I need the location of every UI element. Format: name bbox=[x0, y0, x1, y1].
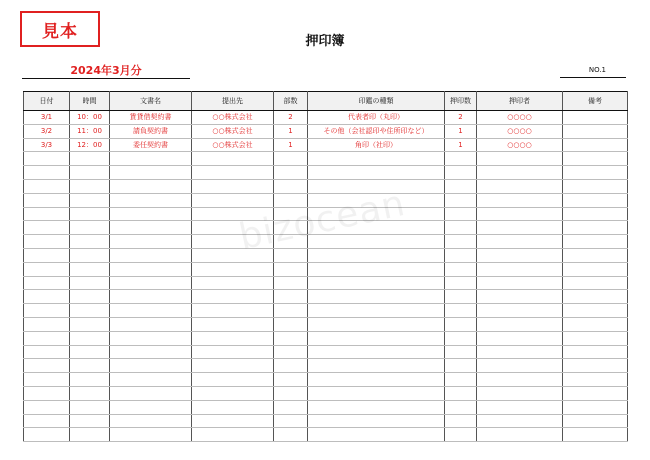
blank-row bbox=[24, 345, 628, 359]
blank-cell bbox=[70, 428, 110, 442]
header-date: 日付 bbox=[24, 92, 70, 111]
blank-cell bbox=[110, 317, 192, 331]
blank-cell bbox=[192, 276, 274, 290]
blank-row bbox=[24, 166, 628, 180]
blank-cell bbox=[563, 331, 628, 345]
blank-cell bbox=[308, 179, 445, 193]
blank-cell bbox=[70, 235, 110, 249]
blank-cell bbox=[24, 193, 70, 207]
page-title: 押印簿 bbox=[305, 34, 345, 49]
blank-cell bbox=[563, 193, 628, 207]
blank-cell bbox=[70, 166, 110, 180]
blank-cell bbox=[274, 317, 308, 331]
blank-cell bbox=[24, 345, 70, 359]
blank-cell bbox=[477, 414, 563, 428]
blank-cell bbox=[110, 400, 192, 414]
blank-cell bbox=[477, 235, 563, 249]
blank-cell bbox=[445, 276, 477, 290]
blank-cell bbox=[477, 373, 563, 387]
blank-cell bbox=[192, 248, 274, 262]
blank-cell bbox=[274, 331, 308, 345]
blank-cell bbox=[110, 331, 192, 345]
blank-cell bbox=[110, 179, 192, 193]
blank-cell bbox=[308, 359, 445, 373]
blank-cell bbox=[192, 331, 274, 345]
blank-cell bbox=[477, 179, 563, 193]
header-time: 時間 bbox=[70, 92, 110, 111]
blank-cell bbox=[192, 359, 274, 373]
blank-cell bbox=[24, 317, 70, 331]
blank-cell bbox=[308, 166, 445, 180]
blank-cell bbox=[477, 317, 563, 331]
blank-cell bbox=[308, 386, 445, 400]
table-row bbox=[24, 111, 628, 125]
blank-cell bbox=[445, 304, 477, 318]
cell-document: 委任契約書 bbox=[110, 138, 192, 152]
blank-cell bbox=[70, 193, 110, 207]
cell-date: 3/2 bbox=[24, 124, 70, 138]
blank-cell bbox=[24, 262, 70, 276]
blank-cell bbox=[70, 317, 110, 331]
blank-cell bbox=[110, 166, 192, 180]
blank-row bbox=[24, 290, 628, 304]
blank-cell bbox=[563, 373, 628, 387]
blank-cell bbox=[192, 400, 274, 414]
blank-cell bbox=[24, 248, 70, 262]
blank-cell bbox=[477, 331, 563, 345]
blank-cell bbox=[308, 235, 445, 249]
blank-cell bbox=[308, 152, 445, 166]
blank-cell bbox=[110, 304, 192, 318]
cell-document: 請負契約書 bbox=[110, 124, 192, 138]
blank-cell bbox=[274, 235, 308, 249]
blank-cell bbox=[563, 317, 628, 331]
blank-cell bbox=[274, 193, 308, 207]
blank-cell bbox=[563, 290, 628, 304]
blank-cell bbox=[192, 193, 274, 207]
blank-cell bbox=[24, 290, 70, 304]
blank-cell bbox=[24, 235, 70, 249]
cell-remarks bbox=[563, 111, 628, 125]
blank-cell bbox=[110, 152, 192, 166]
blank-cell bbox=[70, 400, 110, 414]
blank-cell bbox=[477, 386, 563, 400]
blank-cell bbox=[24, 221, 70, 235]
header-document: 文書名 bbox=[110, 92, 192, 111]
blank-cell bbox=[192, 428, 274, 442]
blank-cell bbox=[563, 414, 628, 428]
blank-cell bbox=[477, 207, 563, 221]
header-remarks: 備考 bbox=[563, 92, 628, 111]
blank-cell bbox=[477, 345, 563, 359]
blank-cell bbox=[308, 304, 445, 318]
blank-cell bbox=[308, 207, 445, 221]
blank-cell bbox=[445, 248, 477, 262]
blank-cell bbox=[445, 179, 477, 193]
blank-cell bbox=[477, 304, 563, 318]
cell-time: 12：00 bbox=[70, 138, 110, 152]
blank-row bbox=[24, 331, 628, 345]
blank-row bbox=[24, 235, 628, 249]
blank-cell bbox=[445, 152, 477, 166]
blank-cell bbox=[24, 166, 70, 180]
blank-cell bbox=[274, 428, 308, 442]
blank-cell bbox=[24, 386, 70, 400]
blank-cell bbox=[70, 179, 110, 193]
sheet-number: NO.1 bbox=[560, 66, 626, 78]
blank-cell bbox=[308, 193, 445, 207]
blank-cell bbox=[192, 317, 274, 331]
blank-cell bbox=[24, 400, 70, 414]
blank-cell bbox=[563, 276, 628, 290]
blank-row bbox=[24, 152, 628, 166]
blank-cell bbox=[308, 331, 445, 345]
blank-cell bbox=[445, 359, 477, 373]
blank-cell bbox=[563, 166, 628, 180]
blank-cell bbox=[477, 262, 563, 276]
blank-cell bbox=[110, 221, 192, 235]
blank-cell bbox=[274, 262, 308, 276]
sample-stamp: 見本 bbox=[20, 11, 100, 47]
blank-cell bbox=[24, 179, 70, 193]
blank-row bbox=[24, 304, 628, 318]
blank-cell bbox=[477, 359, 563, 373]
blank-cell bbox=[445, 221, 477, 235]
blank-cell bbox=[308, 248, 445, 262]
blank-cell bbox=[445, 235, 477, 249]
blank-cell bbox=[563, 359, 628, 373]
blank-cell bbox=[192, 304, 274, 318]
blank-cell bbox=[308, 262, 445, 276]
blank-cell bbox=[563, 345, 628, 359]
blank-cell bbox=[110, 414, 192, 428]
blank-cell bbox=[110, 207, 192, 221]
blank-cell bbox=[70, 386, 110, 400]
blank-cell bbox=[477, 221, 563, 235]
header-recipient: 提出先 bbox=[192, 92, 274, 111]
blank-cell bbox=[70, 331, 110, 345]
blank-cell bbox=[192, 262, 274, 276]
blank-cell bbox=[110, 386, 192, 400]
blank-row bbox=[24, 207, 628, 221]
blank-cell bbox=[563, 235, 628, 249]
blank-cell bbox=[70, 207, 110, 221]
cell-copies: 1 bbox=[274, 138, 308, 152]
blank-cell bbox=[563, 221, 628, 235]
blank-cell bbox=[274, 179, 308, 193]
blank-cell bbox=[110, 193, 192, 207]
blank-cell bbox=[563, 262, 628, 276]
blank-row bbox=[24, 386, 628, 400]
blank-row bbox=[24, 193, 628, 207]
table-header-row bbox=[24, 92, 628, 111]
month-label: 2024年3月分 bbox=[22, 62, 190, 79]
blank-cell bbox=[70, 152, 110, 166]
blank-cell bbox=[110, 345, 192, 359]
blank-cell bbox=[274, 276, 308, 290]
blank-cell bbox=[274, 400, 308, 414]
cell-date: 3/3 bbox=[24, 138, 70, 152]
blank-cell bbox=[308, 276, 445, 290]
blank-cell bbox=[24, 152, 70, 166]
blank-row bbox=[24, 428, 628, 442]
blank-cell bbox=[274, 345, 308, 359]
blank-cell bbox=[563, 428, 628, 442]
blank-cell bbox=[192, 152, 274, 166]
blank-cell bbox=[308, 373, 445, 387]
blank-cell bbox=[192, 179, 274, 193]
blank-cell bbox=[192, 221, 274, 235]
blank-cell bbox=[445, 207, 477, 221]
blank-cell bbox=[563, 386, 628, 400]
blank-cell bbox=[274, 152, 308, 166]
blank-cell bbox=[308, 428, 445, 442]
blank-cell bbox=[24, 207, 70, 221]
blank-cell bbox=[445, 400, 477, 414]
cell-seal-type: 角印（社印） bbox=[308, 138, 445, 152]
blank-cell bbox=[110, 235, 192, 249]
blank-cell bbox=[477, 152, 563, 166]
blank-cell bbox=[477, 428, 563, 442]
cell-copies: 2 bbox=[274, 111, 308, 125]
blank-row bbox=[24, 359, 628, 373]
blank-cell bbox=[110, 428, 192, 442]
blank-cell bbox=[445, 262, 477, 276]
blank-cell bbox=[192, 345, 274, 359]
blank-cell bbox=[110, 262, 192, 276]
blank-cell bbox=[24, 304, 70, 318]
cell-stamp-count: 1 bbox=[445, 138, 477, 152]
blank-cell bbox=[274, 359, 308, 373]
blank-cell bbox=[563, 179, 628, 193]
blank-cell bbox=[477, 193, 563, 207]
blank-row bbox=[24, 373, 628, 387]
watermark: bizocean bbox=[235, 182, 410, 259]
header-copies: 部数 bbox=[274, 92, 308, 111]
cell-copies: 1 bbox=[274, 124, 308, 138]
blank-cell bbox=[192, 207, 274, 221]
blank-cell bbox=[445, 345, 477, 359]
blank-cell bbox=[110, 359, 192, 373]
blank-cell bbox=[24, 373, 70, 387]
blank-cell bbox=[563, 248, 628, 262]
blank-cell bbox=[274, 304, 308, 318]
cell-time: 11：00 bbox=[70, 124, 110, 138]
cell-stamper: ○○○○ bbox=[477, 138, 563, 152]
blank-cell bbox=[192, 386, 274, 400]
blank-cell bbox=[274, 207, 308, 221]
blank-cell bbox=[274, 290, 308, 304]
blank-cell bbox=[445, 290, 477, 304]
blank-cell bbox=[192, 414, 274, 428]
cell-date: 3/1 bbox=[24, 111, 70, 125]
cell-document: 賃貸借契約書 bbox=[110, 111, 192, 125]
blank-cell bbox=[70, 373, 110, 387]
blank-cell bbox=[445, 331, 477, 345]
cell-stamp-count: 1 bbox=[445, 124, 477, 138]
blank-cell bbox=[24, 359, 70, 373]
blank-cell bbox=[192, 235, 274, 249]
blank-row bbox=[24, 248, 628, 262]
blank-cell bbox=[563, 152, 628, 166]
cell-recipient: ○○株式会社 bbox=[192, 138, 274, 152]
blank-cell bbox=[274, 386, 308, 400]
cell-recipient: ○○株式会社 bbox=[192, 124, 274, 138]
cell-seal-type: その他（会社認印や住所印など） bbox=[308, 124, 445, 138]
blank-cell bbox=[445, 428, 477, 442]
blank-cell bbox=[24, 428, 70, 442]
blank-cell bbox=[308, 317, 445, 331]
blank-cell bbox=[274, 414, 308, 428]
cell-seal-type: 代表者印（丸印） bbox=[308, 111, 445, 125]
blank-cell bbox=[192, 373, 274, 387]
blank-cell bbox=[563, 304, 628, 318]
blank-cell bbox=[477, 248, 563, 262]
blank-cell bbox=[70, 290, 110, 304]
cell-recipient: ○○株式会社 bbox=[192, 111, 274, 125]
blank-row bbox=[24, 400, 628, 414]
cell-time: 10：00 bbox=[70, 111, 110, 125]
blank-row bbox=[24, 179, 628, 193]
cell-remarks bbox=[563, 138, 628, 152]
blank-row bbox=[24, 317, 628, 331]
blank-cell bbox=[70, 248, 110, 262]
blank-cell bbox=[477, 276, 563, 290]
blank-cell bbox=[445, 386, 477, 400]
blank-cell bbox=[274, 248, 308, 262]
blank-row bbox=[24, 276, 628, 290]
blank-cell bbox=[70, 359, 110, 373]
blank-cell bbox=[70, 262, 110, 276]
blank-cell bbox=[308, 345, 445, 359]
blank-cell bbox=[110, 290, 192, 304]
blank-cell bbox=[563, 400, 628, 414]
cell-stamp-count: 2 bbox=[445, 111, 477, 125]
table-row bbox=[24, 124, 628, 138]
blank-cell bbox=[274, 373, 308, 387]
blank-row bbox=[24, 262, 628, 276]
blank-cell bbox=[477, 290, 563, 304]
blank-cell bbox=[445, 317, 477, 331]
blank-cell bbox=[274, 166, 308, 180]
blank-cell bbox=[110, 373, 192, 387]
blank-cell bbox=[308, 221, 445, 235]
blank-cell bbox=[563, 207, 628, 221]
blank-cell bbox=[445, 373, 477, 387]
blank-cell bbox=[192, 166, 274, 180]
table-row bbox=[24, 138, 628, 152]
header-stamper: 押印者 bbox=[477, 92, 563, 111]
blank-cell bbox=[110, 276, 192, 290]
blank-cell bbox=[192, 290, 274, 304]
seal-ledger-table bbox=[23, 91, 628, 442]
blank-cell bbox=[308, 290, 445, 304]
blank-cell bbox=[24, 331, 70, 345]
blank-cell bbox=[308, 414, 445, 428]
cell-stamper: ○○○○ bbox=[477, 124, 563, 138]
blank-cell bbox=[477, 166, 563, 180]
blank-cell bbox=[70, 345, 110, 359]
cell-stamper: ○○○○ bbox=[477, 111, 563, 125]
blank-cell bbox=[445, 414, 477, 428]
blank-cell bbox=[274, 221, 308, 235]
blank-cell bbox=[477, 400, 563, 414]
blank-cell bbox=[70, 221, 110, 235]
blank-cell bbox=[70, 414, 110, 428]
blank-row bbox=[24, 414, 628, 428]
blank-cell bbox=[24, 414, 70, 428]
header-stamp-count: 押印数 bbox=[445, 92, 477, 111]
blank-cell bbox=[110, 248, 192, 262]
blank-cell bbox=[70, 276, 110, 290]
blank-row bbox=[24, 221, 628, 235]
blank-cell bbox=[308, 400, 445, 414]
cell-remarks bbox=[563, 124, 628, 138]
blank-cell bbox=[445, 193, 477, 207]
blank-cell bbox=[24, 276, 70, 290]
blank-cell bbox=[445, 166, 477, 180]
blank-cell bbox=[70, 304, 110, 318]
header-seal-type: 印鑑の種類 bbox=[308, 92, 445, 111]
